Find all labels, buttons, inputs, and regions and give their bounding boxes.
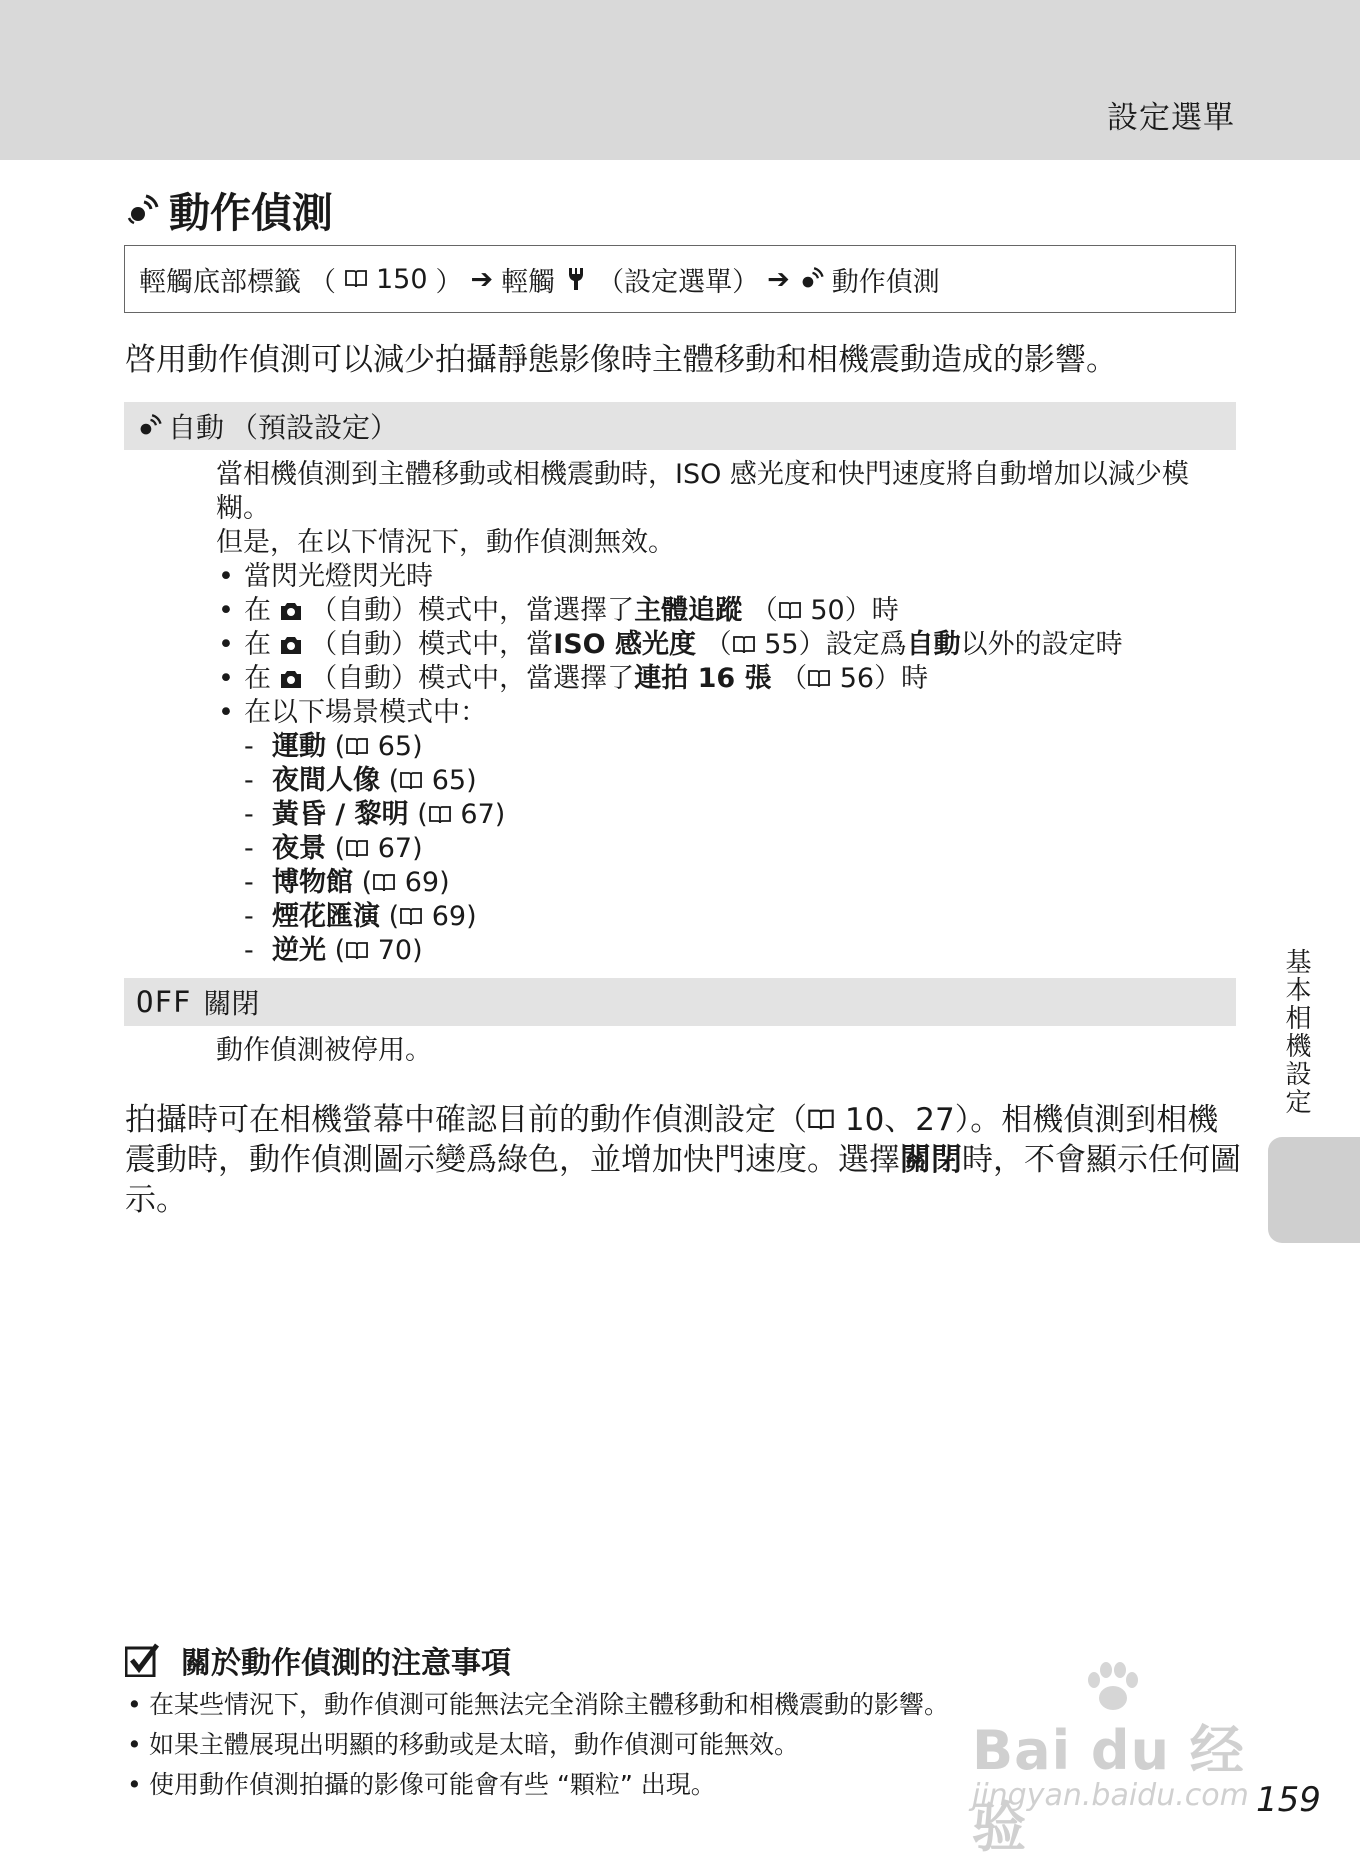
- book-icon: [345, 736, 369, 758]
- option-off-body: [216, 1034, 1236, 1068]
- off-icon: OFF: [136, 985, 192, 1019]
- camera-auto-icon: [280, 635, 302, 655]
- list-item: • 當閃光燈閃光時: [216, 560, 1236, 594]
- option-auto-label: 自動: [168, 411, 225, 444]
- list-item: • 在 （自動）模式中，當ISO 感光度 （ 55）設定爲自動以外的設定時: [216, 628, 1236, 662]
- watermark-brand: Bai du 经验: [972, 1719, 1245, 1859]
- scene-item: - 夜間人像 ( 65): [216, 764, 1236, 798]
- vibration-reduction-icon: [136, 413, 162, 439]
- option-auto-body: [216, 458, 1236, 968]
- list-item: • 在 （自動）模式中，當選擇了連拍 16 張 （ 56）時: [216, 662, 1236, 696]
- list-item: • 在 （自動）模式中，當選擇了主體追蹤 （ 50）時: [216, 594, 1236, 628]
- nav-step3: 動作偵測: [831, 266, 940, 298]
- arrow-icon: ➔: [767, 263, 790, 295]
- option-auto-default: （預設設定）: [230, 411, 399, 444]
- side-tab: [1268, 1137, 1360, 1243]
- vibration-reduction-icon: [798, 266, 824, 292]
- nav-step2: 輕觸: [501, 266, 556, 298]
- nav-ref-open: （: [309, 266, 336, 298]
- list-item: • 在以下場景模式中： - 運動 ( 65) - 夜間人像 ( 65) - 黃昏 / 黎明 ( 67) - 夜景 ( 67) - 博物館 ( 69) - 煙花匯演 ( 69) - 逆光 ( 70): [216, 696, 1236, 968]
- page-title-text: 動作偵測: [169, 189, 333, 237]
- section-title: 設定選單: [1107, 100, 1235, 136]
- book-icon: [807, 1107, 835, 1133]
- page-title: [125, 180, 333, 239]
- scene-item: - 夜景 ( 67): [216, 832, 1236, 866]
- watermark: [962, 1662, 1292, 1859]
- option-auto-header: [124, 402, 1236, 450]
- book-icon: [345, 838, 369, 860]
- nav-step2-suffix: （設定選單）: [597, 266, 760, 298]
- nav-step1: 輕觸底部標籤: [139, 266, 301, 298]
- list-item: • 在某些情況下，動作偵測可能無法完全消除主體移動和相機震動的影響。: [125, 1685, 1125, 1725]
- list-item: • 使用動作偵測拍攝的影像可能會有些 “顆粒” 出現。: [125, 1765, 1125, 1805]
- arrow-icon: ➔: [470, 263, 494, 295]
- book-icon: [732, 634, 756, 656]
- off-desc: 動作偵測被停用。: [216, 1035, 432, 1066]
- camera-auto-icon: [280, 601, 302, 621]
- scene-item: - 博物館 ( 69): [216, 866, 1236, 900]
- book-icon: [778, 600, 802, 622]
- page-number: 159: [1256, 1780, 1321, 1820]
- scene-item: - 運動 ( 65): [216, 730, 1236, 764]
- intro-text: 啓用動作偵測可以減少拍攝靜態影像時主體移動和相機震動造成的影響。: [125, 342, 1117, 378]
- summary-paragraph: 拍攝時可在相機螢幕中確認目前的動作偵測設定（ 10、27）。相機偵測到相機震動時，動作偵測圖示變爲綠色，並增加快門速度。選擇關閉時，不會顯示任何圖示。: [125, 1102, 1241, 1218]
- book-icon: [372, 872, 396, 894]
- list-item: • 如果主體展現出明顯的移動或是太暗，動作偵測可能無效。: [125, 1725, 1125, 1765]
- nav-ref-page: 150: [376, 263, 428, 295]
- option-off-label: 關閉: [203, 987, 260, 1020]
- camera-auto-icon: [280, 669, 302, 689]
- option-off-header: [124, 978, 1236, 1026]
- wrench-icon: [563, 266, 589, 292]
- auto-desc2: 但是，在以下情況下，動作偵測無效。: [216, 527, 675, 558]
- nav-ref-close: ）: [435, 266, 463, 298]
- book-icon: [399, 770, 423, 792]
- paw-icon: [1082, 1662, 1142, 1714]
- book-icon: [807, 668, 831, 690]
- side-tab-label: 基本相機設定: [1281, 948, 1311, 1116]
- book-icon: [344, 268, 368, 290]
- book-icon: [399, 906, 423, 928]
- auto-desc1: 當相機偵測到主體移動或相機震動時，ISO 感光度和快門速度將自動增加以減少模糊。: [216, 459, 1189, 524]
- vibration-reduction-icon: [125, 193, 159, 227]
- book-icon: [345, 940, 369, 962]
- checkmark-icon: [125, 1643, 159, 1677]
- watermark-url: jingyan.baidu.com: [972, 1778, 1249, 1813]
- scene-item: - 逆光 ( 70): [216, 934, 1236, 968]
- scene-item: - 黃昏 / 黎明 ( 67): [216, 798, 1236, 832]
- note-title-text: 關於動作偵測的注意事項: [181, 1646, 511, 1681]
- book-icon: [428, 804, 452, 826]
- scene-item: - 煙花匯演 ( 69): [216, 900, 1236, 934]
- navigation-path: [124, 245, 1236, 313]
- note-title: [125, 1638, 511, 1682]
